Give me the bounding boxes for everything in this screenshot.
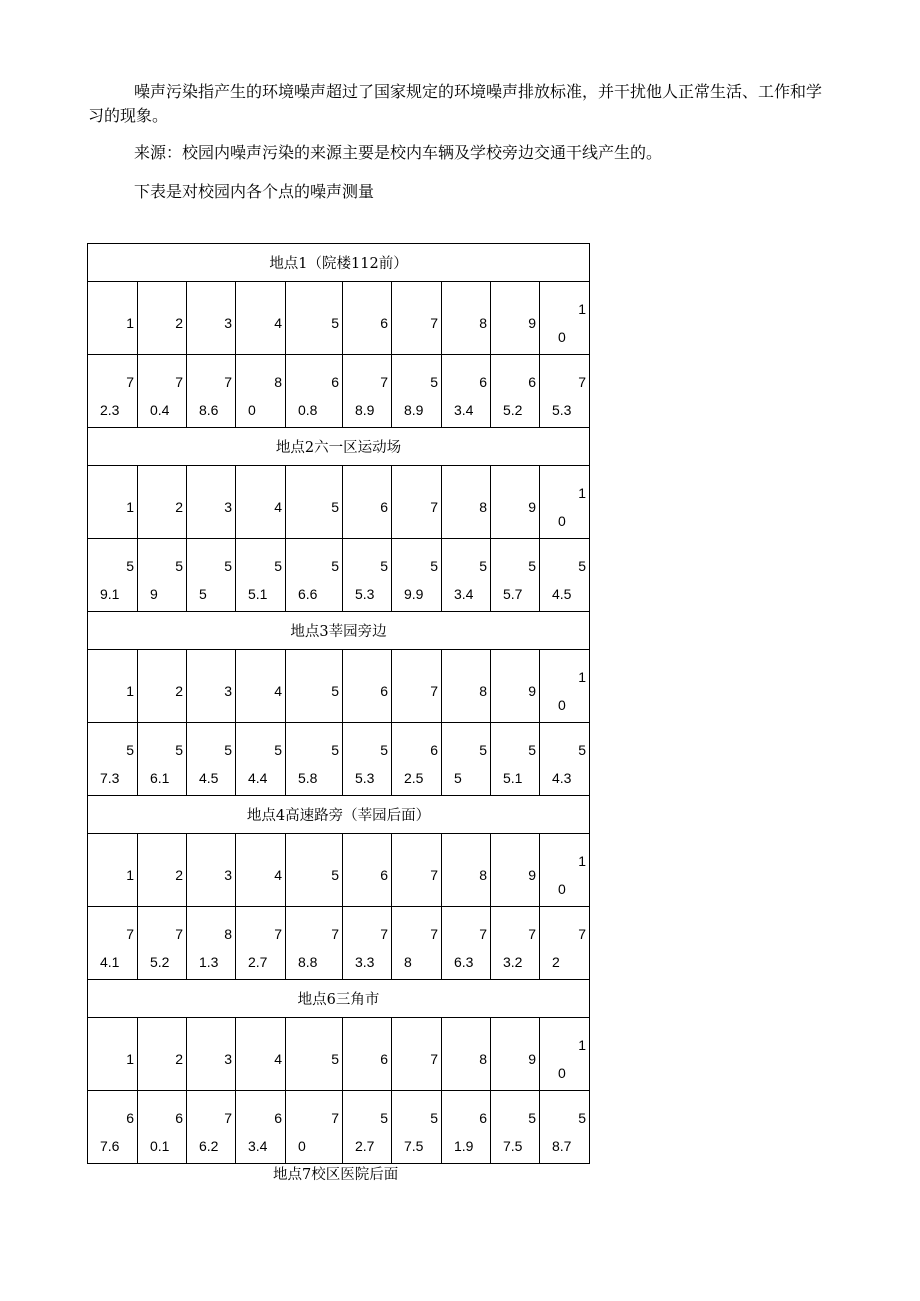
noise-value-cell: 5 2.7 xyxy=(343,1091,392,1164)
measurement-index-cell xyxy=(236,466,286,539)
noise-value-cell: 5 3.4 xyxy=(442,539,491,612)
noise-value-cell: 7 3.3 xyxy=(343,907,392,980)
measurement-index-cell xyxy=(286,650,343,723)
measurement-index: 9 xyxy=(528,867,536,883)
noise-value-cell: 7 4.1 xyxy=(88,907,138,980)
measurement-index-cell xyxy=(442,282,491,355)
noise-value-cell: 7 5.3 xyxy=(540,355,590,428)
noise-value-cell: 6 7.6 xyxy=(88,1091,138,1164)
measurement-index: 2 xyxy=(175,315,183,331)
noise-value-cell: 6 0.8 xyxy=(286,355,343,428)
noise-value-cell: 7 0.4 xyxy=(138,355,187,428)
measurement-index: 4 xyxy=(274,867,282,883)
noise-value-cell: 5 7.3 xyxy=(88,723,138,796)
measurement-index: 6 xyxy=(380,1051,388,1067)
noise-value-cell: 5 4.5 xyxy=(187,723,236,796)
noise-value-cell: 5 9 xyxy=(138,539,187,612)
measurement-index-cell xyxy=(236,834,286,907)
noise-value-cell: 6 2.5 xyxy=(392,723,442,796)
measurement-index: 1 xyxy=(126,1051,134,1067)
measurement-index: 1 xyxy=(126,499,134,515)
measurement-index: 4 xyxy=(274,315,282,331)
noise-value-cell: 6 5.2 xyxy=(491,355,540,428)
intro-definition: 噪声污染指产生的环境噪声超过了国家规定的环境噪声排放标准，并干扰他人正常生活、工作和学习的现象。 xyxy=(88,82,823,125)
site-title-row xyxy=(88,244,590,282)
measurement-index-cell: 1 0 xyxy=(540,466,590,539)
measurement-index-cell xyxy=(392,650,442,723)
noise-value-cell: 7 2.7 xyxy=(236,907,286,980)
measurement-index-cell xyxy=(343,466,392,539)
measurement-index-cell xyxy=(138,1018,187,1091)
measurement-index-cell xyxy=(442,834,491,907)
noise-value-cell: 8 0 xyxy=(236,355,286,428)
noise-value-cell: 5 6.6 xyxy=(286,539,343,612)
noise-value-cell: 7 5.2 xyxy=(138,907,187,980)
measurement-index-cell xyxy=(343,1018,392,1091)
measurement-index: 1 xyxy=(126,683,134,699)
noise-value-cell: 5 7.5 xyxy=(392,1091,442,1164)
measurement-index: 8 xyxy=(479,683,487,699)
measurement-index: 3 xyxy=(224,867,232,883)
noise-value-cell: 8 1.3 xyxy=(187,907,236,980)
site-title: 地点1（院楼112前） xyxy=(88,244,590,282)
measurement-index-cell xyxy=(88,650,138,723)
site-title: 地点2六一区运动场 xyxy=(88,428,590,466)
noise-value-cell: 7 2.3 xyxy=(88,355,138,428)
noise-value-cell: 7 2 xyxy=(540,907,590,980)
noise-value-cell: 5 5.1 xyxy=(236,539,286,612)
noise-value-cell: 5 8.9 xyxy=(392,355,442,428)
measurement-value-row xyxy=(88,907,590,980)
measurement-index: 3 xyxy=(224,1051,232,1067)
measurement-index-row xyxy=(88,1018,590,1091)
measurement-index: 5 xyxy=(331,499,339,515)
measurement-index-cell xyxy=(491,650,540,723)
measurement-index-cell xyxy=(343,834,392,907)
measurement-index: 7 xyxy=(430,499,438,515)
measurement-index-cell xyxy=(392,834,442,907)
noise-value-cell: 5 4.3 xyxy=(540,723,590,796)
measurement-index-cell xyxy=(286,1018,343,1091)
measurement-index: 7 xyxy=(430,683,438,699)
measurement-index-cell xyxy=(392,282,442,355)
measurement-index-cell xyxy=(187,650,236,723)
measurement-index: 3 xyxy=(224,315,232,331)
measurement-index: 7 xyxy=(430,867,438,883)
site-title-row xyxy=(88,612,590,650)
measurement-index-cell: 1 0 xyxy=(540,834,590,907)
measurement-index-cell xyxy=(88,282,138,355)
measurement-index-cell xyxy=(343,282,392,355)
measurement-index: 8 xyxy=(479,1051,487,1067)
measurement-index-row xyxy=(88,466,590,539)
measurement-index-cell xyxy=(286,466,343,539)
measurement-index: 4 xyxy=(274,1051,282,1067)
site-title: 地点4高速路旁（莘园后面） xyxy=(88,796,590,834)
noise-value-cell: 7 8.6 xyxy=(187,355,236,428)
measurement-index: 6 xyxy=(380,867,388,883)
measurement-index: 2 xyxy=(175,683,183,699)
site-7-caption: 地点7校区医院后面 xyxy=(273,1167,399,1183)
measurement-index: 7 xyxy=(430,1051,438,1067)
measurement-index: 1 xyxy=(126,315,134,331)
measurement-index: 9 xyxy=(528,683,536,699)
noise-value-cell: 7 8.9 xyxy=(343,355,392,428)
measurement-value-row xyxy=(88,539,590,612)
measurement-index: 9 xyxy=(528,1051,536,1067)
measurement-index: 6 xyxy=(380,499,388,515)
site-title-row xyxy=(88,980,590,1018)
measurement-index-row xyxy=(88,650,590,723)
measurement-index-cell xyxy=(138,466,187,539)
noise-value-cell: 5 9.9 xyxy=(392,539,442,612)
noise-value-cell: 7 8.8 xyxy=(286,907,343,980)
measurement-index-cell xyxy=(392,1018,442,1091)
measurement-index-row xyxy=(88,282,590,355)
noise-value-cell: 7 6.3 xyxy=(442,907,491,980)
measurement-index-cell xyxy=(491,1018,540,1091)
measurement-index-row xyxy=(88,834,590,907)
noise-value-cell: 5 5.3 xyxy=(343,723,392,796)
measurement-index: 4 xyxy=(274,683,282,699)
noise-value-cell: 5 5.3 xyxy=(343,539,392,612)
measurement-index: 2 xyxy=(175,499,183,515)
measurement-index: 3 xyxy=(224,683,232,699)
measurement-index-cell xyxy=(187,466,236,539)
measurement-index-cell xyxy=(187,1018,236,1091)
noise-value-cell: 6 3.4 xyxy=(442,355,491,428)
noise-value-cell: 5 4.5 xyxy=(540,539,590,612)
measurement-index: 5 xyxy=(331,1051,339,1067)
measurement-index: 9 xyxy=(528,499,536,515)
measurement-index: 8 xyxy=(479,315,487,331)
measurement-index-cell xyxy=(286,834,343,907)
measurement-index: 5 xyxy=(331,867,339,883)
noise-value-cell: 7 8 xyxy=(392,907,442,980)
measurement-index-cell xyxy=(138,282,187,355)
measurement-index-cell xyxy=(138,650,187,723)
measurement-index-cell xyxy=(286,282,343,355)
noise-value-cell: 5 9.1 xyxy=(88,539,138,612)
noise-value-cell: 5 5 xyxy=(442,723,491,796)
noise-value-cell: 5 5.7 xyxy=(491,539,540,612)
measurement-value-row xyxy=(88,1091,590,1164)
measurement-index: 5 xyxy=(331,315,339,331)
noise-value-cell: 7 3.2 xyxy=(491,907,540,980)
noise-value-cell: 5 8.7 xyxy=(540,1091,590,1164)
measurement-index: 7 xyxy=(430,315,438,331)
measurement-index-cell xyxy=(343,650,392,723)
measurement-index-cell xyxy=(187,834,236,907)
measurement-index-cell xyxy=(88,466,138,539)
measurement-index-cell xyxy=(491,282,540,355)
site-title-row xyxy=(88,796,590,834)
measurement-index: 1 xyxy=(126,867,134,883)
measurement-index-cell xyxy=(442,1018,491,1091)
noise-value-cell: 5 7.5 xyxy=(491,1091,540,1164)
measurement-index: 6 xyxy=(380,683,388,699)
noise-value-cell: 5 5.1 xyxy=(491,723,540,796)
noise-value-cell: 5 5.8 xyxy=(286,723,343,796)
intro-table-lead: 下表是对校园内各个点的噪声测量 xyxy=(134,182,375,201)
measurement-index: 2 xyxy=(175,867,183,883)
measurement-index-cell xyxy=(491,466,540,539)
site-title: 地点3莘园旁边 xyxy=(88,612,590,650)
measurement-index-cell xyxy=(392,466,442,539)
noise-value-cell: 5 6.1 xyxy=(138,723,187,796)
measurement-value-row xyxy=(88,355,590,428)
measurement-index: 8 xyxy=(479,867,487,883)
noise-value-cell: 6 0.1 xyxy=(138,1091,187,1164)
measurement-index-cell xyxy=(138,834,187,907)
measurement-index: 2 xyxy=(175,1051,183,1067)
measurement-index-cell: 1 0 xyxy=(540,650,590,723)
measurement-index: 3 xyxy=(224,499,232,515)
measurement-index-cell xyxy=(187,282,236,355)
measurement-value-row xyxy=(88,723,590,796)
noise-value-cell: 6 1.9 xyxy=(442,1091,491,1164)
site-title: 地点6三角市 xyxy=(88,980,590,1018)
measurement-index-cell xyxy=(88,1018,138,1091)
noise-value-cell: 5 5 xyxy=(187,539,236,612)
measurement-index: 8 xyxy=(479,499,487,515)
measurement-index: 5 xyxy=(331,683,339,699)
measurement-index-cell xyxy=(442,466,491,539)
measurement-index-cell xyxy=(442,650,491,723)
noise-value-cell: 6 3.4 xyxy=(236,1091,286,1164)
site-title-row xyxy=(88,428,590,466)
noise-value-cell: 7 6.2 xyxy=(187,1091,236,1164)
noise-value-cell: 7 0 xyxy=(286,1091,343,1164)
measurement-index: 6 xyxy=(380,315,388,331)
measurement-index-cell: 1 0 xyxy=(540,282,590,355)
measurement-index-cell xyxy=(491,834,540,907)
noise-value-cell: 5 4.4 xyxy=(236,723,286,796)
measurement-index-cell xyxy=(236,650,286,723)
measurement-index: 9 xyxy=(528,315,536,331)
intro-source: 来源：校园内噪声污染的来源主要是校内车辆及学校旁边交通干线产生的。 xyxy=(134,143,663,162)
measurement-index: 4 xyxy=(274,499,282,515)
measurement-index-cell: 1 0 xyxy=(540,1018,590,1091)
measurement-index-cell xyxy=(88,834,138,907)
measurement-index-cell xyxy=(236,282,286,355)
measurement-index-cell xyxy=(236,1018,286,1091)
noise-measurement-table xyxy=(87,243,590,1164)
